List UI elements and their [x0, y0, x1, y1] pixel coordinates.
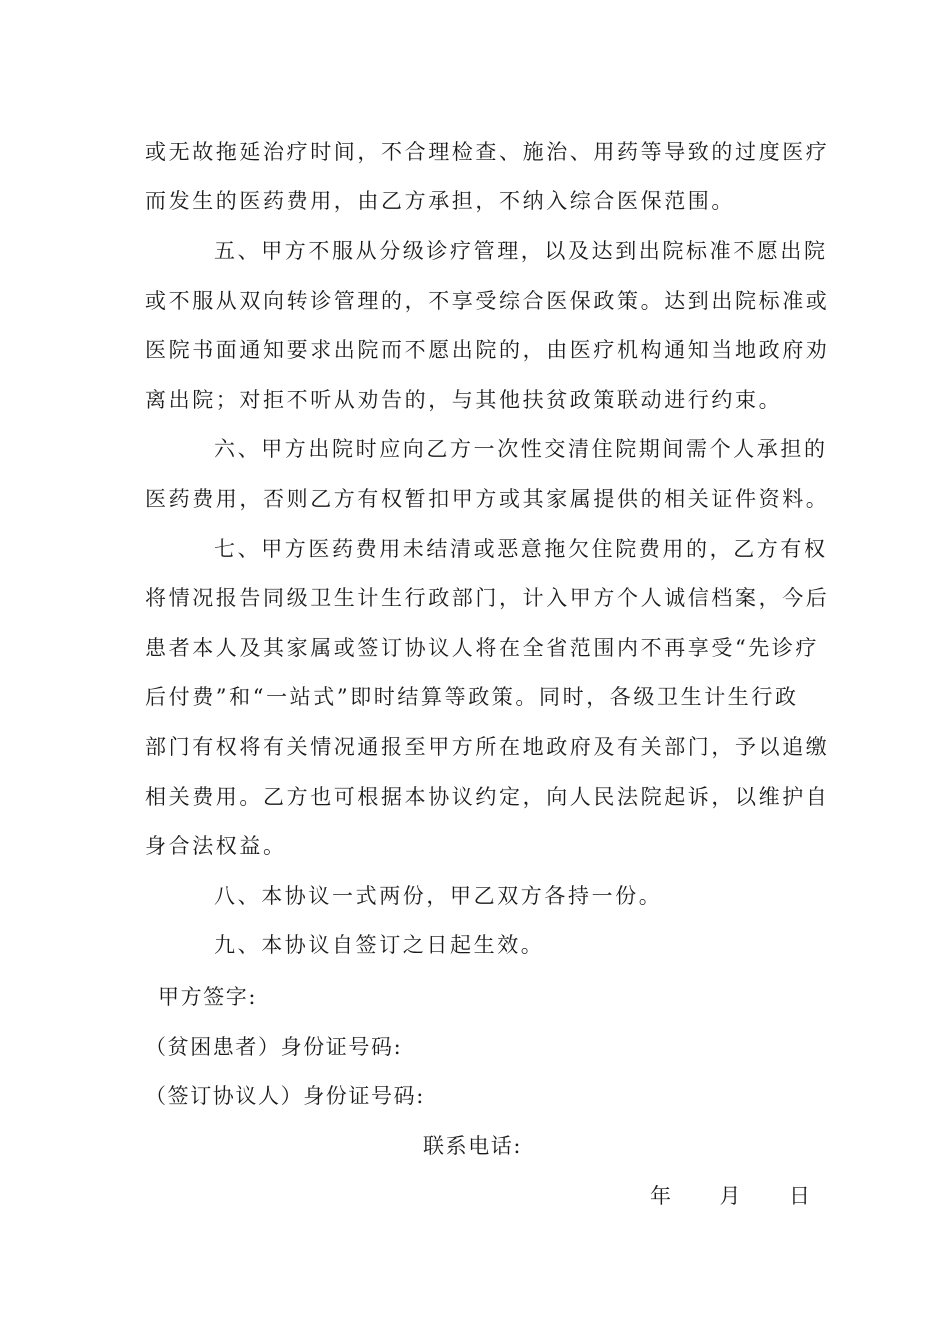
paragraph-line: 医药费用，否则乙方有权暂扣甲方或其家属提供的相关证件资料。 [145, 487, 830, 511]
signer-id-label: （签订协议人）身份证号码: [145, 1084, 425, 1108]
date-day: 日 [789, 1184, 810, 1208]
paragraph-line: 后付费”和“一站式”即时结算等政策。同时，各级卫生计生行政 [145, 685, 799, 709]
paragraph-line: 或无故拖延治疗时间，不合理检查、施治、用药等导致的过度医疗 [145, 140, 830, 164]
clause-six-first-line: 六、甲方出院时应向乙方一次性交清住院期间需个人承担的 [214, 437, 828, 461]
date-year: 年 [650, 1184, 671, 1208]
paragraph-line: 身合法权益。 [145, 834, 287, 858]
paragraph-line: 将情况报告同级卫生计生行政部门，计入甲方个人诚信档案，今后 [145, 586, 830, 610]
phone-label: 联系电话: [423, 1134, 523, 1158]
paragraph-line: 相关费用。乙方也可根据本协议约定，向人民法院起诉，以维护自 [145, 785, 830, 809]
clause-eight: 八、本协议一式两份，甲乙双方各持一份。 [214, 884, 663, 908]
clause-five-first-line: 五、甲方不服从分级诊疗管理，以及达到出院标准不愿出院 [214, 239, 828, 263]
clause-nine: 九、本协议自签订之日起生效。 [214, 933, 545, 957]
paragraph-line: 部门有权将有关情况通报至甲方所在地政府及有关部门，予以追缴 [145, 735, 830, 759]
paragraph-line: 或不服从双向转诊管理的，不享受综合医保政策。达到出院标准或 [145, 289, 830, 313]
patient-id-label: （贫困患者）身份证号码: [145, 1035, 403, 1059]
date-month: 月 [719, 1184, 741, 1208]
date-line [650, 1181, 810, 1211]
party-a-signature-label: 甲方签字: [158, 985, 258, 1009]
paragraph-line: 而发生的医药费用，由乙方承担，不纳入综合医保范围。 [145, 189, 735, 213]
paragraph-line: 医院书面通知要求出院而不愿出院的，由医疗机构通知当地政府劝 [145, 338, 830, 362]
paragraph-line: 离出院；对拒不听从劝告的，与其他扶贫政策联动进行约束。 [145, 388, 783, 412]
clause-seven-first-line: 七、甲方医药费用未结清或恶意拖欠住院费用的，乙方有权 [214, 537, 828, 561]
paragraph-line: 患者本人及其家属或签订协议人将在全省范围内不再享受“先诊疗 [145, 636, 820, 660]
